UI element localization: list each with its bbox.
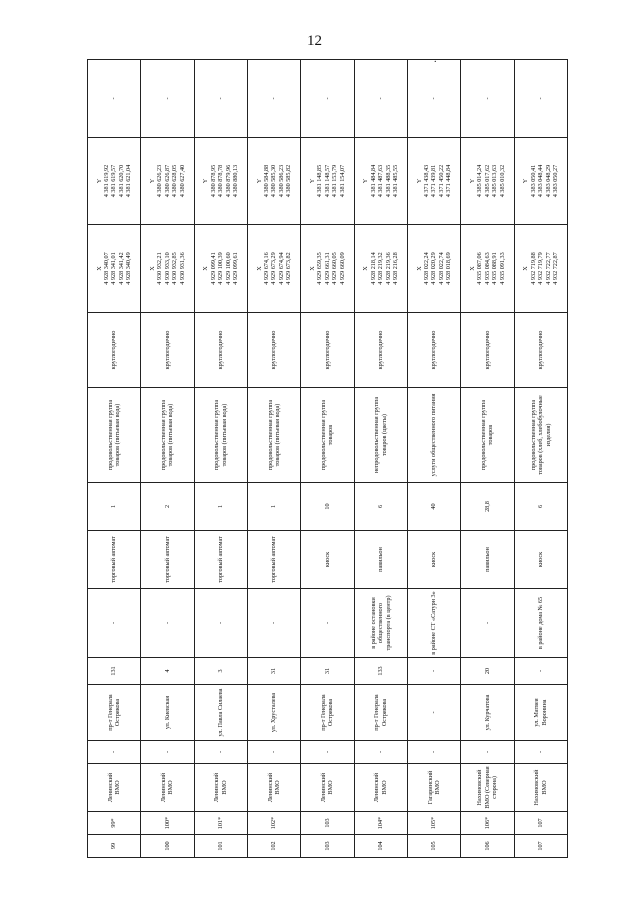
cell-district: Ленинский ВМО <box>354 764 407 812</box>
cell-id: 106* <box>461 812 514 835</box>
table-row <box>301 60 354 858</box>
cell-c3: - <box>301 741 354 764</box>
cell-street: пр-т Генерала Острякова <box>301 685 354 741</box>
cell-landmark: - <box>301 589 354 658</box>
cell-street: ул. Павла Силаева <box>194 685 247 741</box>
cell-house: 3 <box>194 658 247 685</box>
coord-y-value: Y <box>255 178 263 184</box>
cell-id: 103 <box>301 812 354 835</box>
cell-period: круглогодично <box>461 313 514 388</box>
cell-area: 1 <box>247 483 300 531</box>
cell-id: 104* <box>354 812 407 835</box>
cell-type: торговый автомат <box>88 531 141 589</box>
cell-c3: - <box>141 741 194 764</box>
placement-table <box>87 59 568 858</box>
coord-x-value: X <box>255 266 263 271</box>
coord-y-value: 4 383 050,27 <box>551 164 559 198</box>
cell-type: торговый автомат <box>247 531 300 589</box>
coord-y-value: 4 380 627,40 <box>178 164 186 198</box>
coord-x-value: 4 930 933,10 <box>163 252 171 285</box>
coord-y-value: 4 371 439,81 <box>430 164 438 198</box>
coord-y-value: 4 383 048,29 <box>544 164 552 198</box>
cell-n: 99 <box>88 835 141 858</box>
cell-n: 107 <box>514 835 567 858</box>
coord-x-value: 4 935 088,91 <box>491 252 499 285</box>
coord-y-value: 4 381 148,57 <box>323 164 331 198</box>
cell-last: - <box>141 60 194 138</box>
coord-y-value: 4 385 013,63 <box>491 164 499 198</box>
cell-spec: продовольственная группа товаров (питьевая вода) <box>247 388 300 483</box>
cell-period: круглогодично <box>407 313 460 388</box>
cell-spec: продовольственная группа товаров <box>461 388 514 483</box>
coord-x-value: 4 928 022,24 <box>422 252 430 285</box>
coord-y-value: 4 385 010,32 <box>498 164 506 198</box>
coord-x-value: 4 928 219,36 <box>384 252 392 285</box>
cell-c3: - <box>514 741 567 764</box>
coord-y-value: 4 380 586,23 <box>277 164 285 198</box>
coord-x-value: 4 929 674,16 <box>262 252 270 285</box>
coord-x-value: X <box>468 266 476 271</box>
cell-period: круглогодично <box>354 313 407 388</box>
coord-y-value: 4 381 619,57 <box>110 164 118 198</box>
coord-y-value: 4 385 014,24 <box>476 164 484 198</box>
coord-y-value: 4 381 620,70 <box>117 164 125 198</box>
coord-y-value: Y <box>202 178 210 184</box>
coord-x-value: 4 928 218,14 <box>369 252 377 285</box>
cell-last: - <box>247 60 300 138</box>
cell-landmark: - <box>194 589 247 658</box>
cell-house: 131 <box>88 658 141 685</box>
table-row <box>141 60 194 858</box>
cell-id: 107 <box>514 812 567 835</box>
cell-house: 20 <box>461 658 514 685</box>
cell-landmark: в районе СТ «Сатурн 3» <box>407 589 460 658</box>
coord-x-value: X <box>148 266 156 271</box>
coord-y-value: 4 380 585,82 <box>285 164 293 198</box>
cell-landmark: в районе дома № 65 <box>514 589 567 658</box>
cell-last: - <box>407 60 460 138</box>
cell-street: - <box>407 685 460 741</box>
coord-x-value: 4 930 931,36 <box>178 252 186 285</box>
coord-x-value: 4 929 099,61 <box>231 252 239 285</box>
cell-coords-x <box>461 225 514 313</box>
cell-period: круглогодично <box>141 313 194 388</box>
coord-x-value: 4 929 673,82 <box>285 252 293 285</box>
cell-period: круглогодично <box>514 313 567 388</box>
coord-y-value: 4 380 584,88 <box>262 164 270 198</box>
coord-x-value: X <box>202 266 210 271</box>
table-row <box>247 60 300 858</box>
cell-spec: непродовольственная группа товаров (цветы) <box>354 388 407 483</box>
page-number: 12 <box>307 33 322 49</box>
cell-house: 31 <box>301 658 354 685</box>
page-dot: . <box>434 54 437 65</box>
cell-district: Ленинский ВМО <box>194 764 247 812</box>
cell-n: 102 <box>247 835 300 858</box>
coord-x-value: 4 932 722,87 <box>551 252 559 285</box>
cell-coords-x <box>141 225 194 313</box>
coord-x-value: 4 928 341,01 <box>110 252 118 285</box>
cell-n: 103 <box>301 835 354 858</box>
coord-y-value: 4 381 619,92 <box>103 164 110 198</box>
coord-x-value: 4 930 932,85 <box>171 252 179 285</box>
table-row <box>88 60 141 858</box>
cell-type: киоск <box>301 531 354 589</box>
coord-y-value: Y <box>308 178 316 184</box>
cell-coords-x <box>88 225 141 313</box>
cell-landmark: - <box>88 589 141 658</box>
cell-district: Ленинский ВМО <box>301 764 354 812</box>
cell-coords-y <box>407 138 460 225</box>
cell-area: 10 <box>301 483 354 531</box>
cell-spec: продовольственная группа товаров <box>301 388 354 483</box>
cell-id: 101* <box>194 812 247 835</box>
coord-x-value: 4 929 100,60 <box>224 252 232 285</box>
coord-x-value: 4 930 932,21 <box>156 252 164 285</box>
coord-x-value: 4 935 084,63 <box>483 252 491 285</box>
cell-district: Ленинский ВМО <box>141 764 194 812</box>
coord-y-value: 4 381 153,79 <box>331 164 339 198</box>
cell-last: - <box>301 60 354 138</box>
coord-y-value: Y <box>362 178 370 184</box>
coord-y-value: 4 381 488,35 <box>384 164 392 198</box>
cell-id: 100* <box>141 812 194 835</box>
table-row <box>514 60 567 858</box>
coord-x-value: 4 928 216,28 <box>391 252 399 285</box>
cell-house: 31 <box>247 658 300 685</box>
cell-area: 2 <box>141 483 194 531</box>
cell-type: торговый автомат <box>194 531 247 589</box>
coord-y-value: 4 381 621,04 <box>125 164 133 198</box>
coord-y-value: 4 371 438,43 <box>422 164 430 198</box>
cell-n: 101 <box>194 835 247 858</box>
cell-n: 105 <box>407 835 460 858</box>
cell-coords-y <box>354 138 407 225</box>
cell-coords-x <box>514 225 567 313</box>
table-row <box>407 60 460 858</box>
cell-id: 102* <box>247 812 300 835</box>
coord-y-value: 4 380 626,87 <box>163 164 171 198</box>
cell-street: пр-т Генерала Острякова <box>354 685 407 741</box>
cell-c3: - <box>247 741 300 764</box>
cell-district: Гагаринский ВМО <box>407 764 460 812</box>
coord-x-value: X <box>522 266 530 271</box>
cell-coords-x <box>194 225 247 313</box>
coord-y-value: 4 381 485,55 <box>391 164 399 198</box>
cell-coords-y <box>301 138 354 225</box>
coord-y-value: 4 371 448,84 <box>445 164 453 198</box>
table-row <box>194 60 247 858</box>
coord-x-value: 4 935 091,33 <box>498 252 506 285</box>
cell-spec: услуги общественного питания <box>407 388 460 483</box>
cell-coords-x <box>407 225 460 313</box>
coord-x-value: 4 929 659,35 <box>316 252 324 285</box>
coord-x-value: 4 929 673,29 <box>270 252 278 285</box>
cell-type: павильон <box>461 531 514 589</box>
cell-district: Нахимовский ВМО (Северная сторона) <box>461 764 514 812</box>
coord-x-value: X <box>95 266 103 271</box>
coord-y-value: 4 383 050,41 <box>529 164 537 198</box>
table-row <box>354 60 407 858</box>
cell-spec: продовольственная группа товаров (питьевая вода) <box>141 388 194 483</box>
coord-y-value: 4 380 880,13 <box>231 164 239 198</box>
cell-coords-x <box>354 225 407 313</box>
cell-coords-y <box>514 138 567 225</box>
coord-x-value: X <box>308 266 316 271</box>
cell-c3: - <box>88 741 141 764</box>
cell-period: круглогодично <box>247 313 300 388</box>
cell-area: 6 <box>354 483 407 531</box>
cell-id: 105* <box>407 812 460 835</box>
coord-x-value: 4 929 674,94 <box>277 252 285 285</box>
coord-y-value: 4 385 017,62 <box>483 164 491 198</box>
cell-house: 4 <box>141 658 194 685</box>
cell-district: Ленинский ВМО <box>88 764 141 812</box>
coord-y-value: 4 380 878,78 <box>217 164 225 198</box>
coord-x-value: X <box>415 266 423 271</box>
cell-spec: продовольственная группа товаров (хлеб, хлебобулочные изделия) <box>514 388 567 483</box>
coord-x-value: 4 928 340,49 <box>125 252 133 285</box>
coord-y-value: 4 380 585,30 <box>270 164 278 198</box>
coord-x-value: X <box>362 266 370 271</box>
cell-type: торговый автомат <box>141 531 194 589</box>
cell-c3: - <box>354 741 407 764</box>
coord-x-value: 4 928 340,07 <box>103 252 110 285</box>
coord-y-value: 4 381 148,85 <box>316 164 324 198</box>
cell-last: - <box>354 60 407 138</box>
coord-y-value: 4 381 484,84 <box>369 164 377 198</box>
cell-id: 99* <box>88 812 141 835</box>
cell-area: 6 <box>514 483 567 531</box>
cell-street: ул. Курчатова <box>461 685 514 741</box>
cell-landmark: - <box>141 589 194 658</box>
cell-period: круглогодично <box>88 313 141 388</box>
coord-y-value: 4 380 628,05 <box>171 164 179 198</box>
cell-c3: - <box>194 741 247 764</box>
cell-coords-y <box>141 138 194 225</box>
cell-c3: - <box>407 741 460 764</box>
cell-street: ул. Хрусталева <box>247 685 300 741</box>
cell-n: 104 <box>354 835 407 858</box>
coord-y-value: 4 383 048,44 <box>537 164 545 198</box>
cell-street: ул. Киевская <box>141 685 194 741</box>
cell-type: павильон <box>354 531 407 589</box>
cell-house: - <box>407 658 460 685</box>
cell-n: 106 <box>461 835 514 858</box>
cell-street: пр-т Генерала Острякова <box>88 685 141 741</box>
coord-x-value: 4 932 719,79 <box>537 252 545 285</box>
coord-y-value: Y <box>522 178 530 184</box>
cell-coords-y <box>194 138 247 225</box>
coord-x-value: 4 928 022,74 <box>437 252 445 285</box>
rotated-table-container <box>87 60 568 858</box>
cell-type: киоск <box>514 531 567 589</box>
cell-district: Нахимовский ВМО <box>514 764 567 812</box>
coord-x-value: 4 928 020,29 <box>430 252 438 285</box>
cell-last: - <box>88 60 141 138</box>
cell-spec: продовольственная группа товаров (питьевая вода) <box>88 388 141 483</box>
cell-n: 100 <box>141 835 194 858</box>
cell-landmark: в районе остановки общественного транспорта (в центр) <box>354 589 407 658</box>
cell-area: 1 <box>194 483 247 531</box>
cell-coords-x <box>301 225 354 313</box>
coord-x-value: 4 929 661,31 <box>323 252 331 285</box>
cell-coords-y <box>247 138 300 225</box>
cell-landmark: - <box>461 589 514 658</box>
cell-spec: продовольственная группа товаров (питьевая вода) <box>194 388 247 483</box>
coord-y-value: 4 371 450,22 <box>437 164 445 198</box>
coord-y-value: Y <box>468 178 476 184</box>
cell-c3: - <box>461 741 514 764</box>
coord-y-value: 4 380 626,23 <box>156 164 164 198</box>
coord-x-value: 4 935 087,06 <box>476 252 484 285</box>
coord-x-value: 4 928 018,69 <box>445 252 453 285</box>
coord-x-value: 4 929 099,41 <box>209 252 217 285</box>
cell-last: - <box>514 60 567 138</box>
cell-landmark: - <box>247 589 300 658</box>
cell-period: круглогодично <box>194 313 247 388</box>
cell-area: 28,8 <box>461 483 514 531</box>
cell-street: ул. Матвея Воронина <box>514 685 567 741</box>
coord-y-value: Y <box>148 178 156 184</box>
cell-type: киоск <box>407 531 460 589</box>
cell-coords-y <box>461 138 514 225</box>
cell-last: - <box>194 60 247 138</box>
cell-coords-y <box>88 138 141 225</box>
coord-x-value: 4 929 100,39 <box>217 252 225 285</box>
coord-x-value: 4 929 660,05 <box>331 252 339 285</box>
coord-y-value: 4 380 879,96 <box>224 164 232 198</box>
coord-y-value: Y <box>95 178 103 184</box>
cell-period: круглогодично <box>301 313 354 388</box>
coord-x-value: 4 932 719,88 <box>529 252 537 285</box>
coord-y-value: 4 381 154,07 <box>338 164 346 198</box>
coord-x-value: 4 929 660,09 <box>338 252 346 285</box>
coord-y-value: Y <box>415 178 423 184</box>
cell-last: - <box>461 60 514 138</box>
coord-x-value: 4 928 219,32 <box>377 252 385 285</box>
cell-coords-x <box>247 225 300 313</box>
table-body <box>88 60 568 858</box>
cell-house: 133 <box>354 658 407 685</box>
coord-x-value: 4 932 722,77 <box>544 252 552 285</box>
table-row <box>461 60 514 858</box>
cell-area: 1 <box>88 483 141 531</box>
coord-x-value: 4 928 341,42 <box>117 252 125 285</box>
coord-y-value: 4 380 878,95 <box>209 164 217 198</box>
cell-area: 40 <box>407 483 460 531</box>
cell-house: - <box>514 658 567 685</box>
cell-district: Ленинский ВМО <box>247 764 300 812</box>
coord-y-value: 4 381 487,63 <box>377 164 385 198</box>
